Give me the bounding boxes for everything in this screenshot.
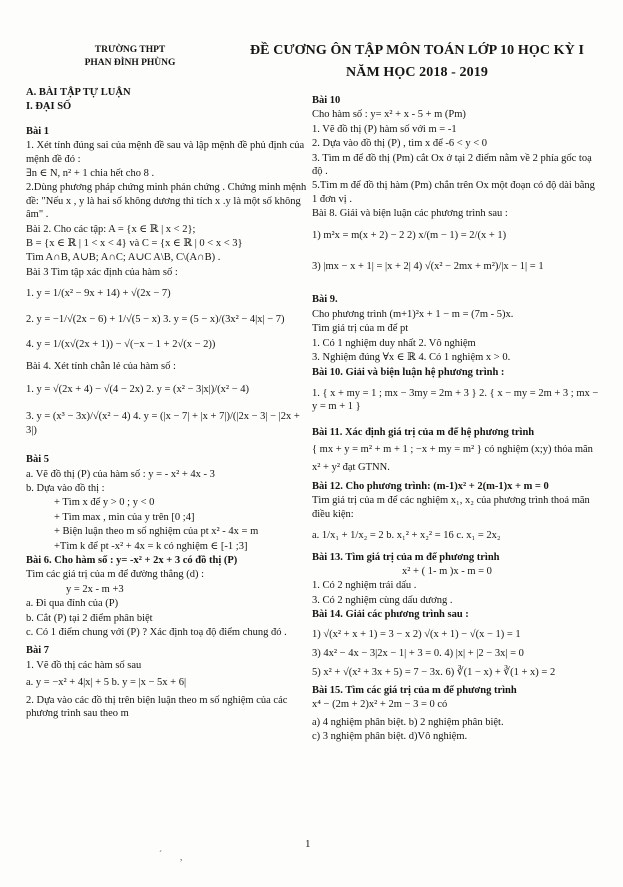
math-line: 3) 4x² − 4x − 3|2x − 1| + 3 = 0. 4) |x| + |2 − 3x| = 0 bbox=[312, 648, 524, 659]
exercise-heading: Bài 11. Xác định giá trị của m để hệ phương trình bbox=[312, 426, 535, 438]
page-number: 1 bbox=[305, 838, 311, 850]
section-heading: A. BÀI TẬP TỰ LUẬN bbox=[26, 87, 131, 98]
text-line: 2.Dùng phương pháp chứng minh phản chứng . Chứng minh mệnh đề: "Nếu x , y là hai số không dương thì tích x .y là một số không âm" . bbox=[26, 182, 307, 221]
school-name bbox=[55, 44, 205, 70]
text-line: 3. Nghiệm đúng ∀x ∈ ℝ 4. Có 1 nghiệm x > 0. bbox=[312, 352, 511, 364]
text-line: Bài 8. Giải và biện luận các phương trình sau : bbox=[312, 208, 508, 220]
text-line: Tìm giá trị của m để pt bbox=[312, 323, 409, 335]
math-line: a. y = −x² + 4|x| + 5 b. y = |x − 5x + 6| bbox=[26, 677, 187, 689]
scan-mark: , bbox=[180, 852, 183, 862]
text-line: + Biện luận theo m số nghiệm của pt x² - 4x = m bbox=[54, 526, 259, 538]
text-line: +Tìm k để pt -x² + 4x = k có nghiệm ∈ [-1 ;3] bbox=[54, 540, 248, 552]
exercise-heading: Bài 10 bbox=[312, 95, 341, 106]
text-line: Tìm A∩B, A∪B; A∩C; A∪C A\B, C\(A∩B) . bbox=[26, 252, 221, 264]
title-line-2: NĂM HỌC 2018 - 2019 bbox=[346, 65, 488, 80]
text-line: c. Có 1 điểm chung với (P) ? Xác định toạ độ điểm chung đó . bbox=[26, 627, 287, 638]
title-line-1: ĐỀ CƯƠNG ÔN TẬP MÔN TOÁN LỚP 10 HỌC KỲ I bbox=[249, 43, 585, 58]
math-line: 5) x² + √(x² + 3x + 5) = 7 − 3x. 6) ∛(1 − x) + ∛(1 + x) = 2 bbox=[312, 667, 556, 679]
math-line: 3. y = (x³ − 3x)/√(x² − 4) 4. y = (|x − 7| + |x + 7|)/(|2x − 3| − |2x + 3|) bbox=[26, 411, 300, 436]
exercise-heading: Bài 10. Giải và biện luận hệ phương trình : bbox=[312, 366, 505, 378]
math-line: x⁴ − (2m + 2)x² + 2m − 3 = 0 có bbox=[312, 699, 448, 711]
school-line-1: TRƯỜNG THPT bbox=[94, 45, 166, 55]
exercise-heading: Bài 5 bbox=[26, 454, 50, 466]
scan-mark: ´ bbox=[159, 849, 162, 859]
text-line: 2. Dựa vào các đồ thị trên biện luận theo m số nghiệm của các phương trình sau theo m bbox=[26, 694, 288, 720]
exercise-heading: Bài 12. Cho phương trình: (m-1)x² + 2(m-1)x + m = 0 bbox=[312, 480, 549, 492]
text-line: 1. Vẽ đồ thị (P) hàm số với m = -1 bbox=[312, 123, 457, 135]
text-line: Tìm các giá trị của m để đường thẳng (d) : bbox=[26, 569, 205, 581]
text-line: 1. Có 2 nghiệm trái dấu . bbox=[312, 580, 417, 592]
text-line: c) 3 nghiệm phân biệt. d)Vô nghiệm. bbox=[312, 731, 468, 743]
text-line: Tìm giá trị của m để các nghiệm x₁, x₂ của phương trình thoả mãn điều kiện: bbox=[312, 495, 590, 520]
text-line: a. Vẽ đồ thị (P) của hàm số : y = - x² + 4x - 3 bbox=[26, 468, 215, 480]
math-line: 1. y = √(2x + 4) − √(4 − 2x) 2. y = (x² − 3|x|)/(x² − 4) bbox=[26, 383, 249, 395]
text-line: Bài 3 Tìm tập xác định của hàm số : bbox=[26, 266, 178, 278]
math-line: y = 2x - m +3 bbox=[66, 583, 124, 595]
text-line: 1. Xét tính đúng sai của mệnh đề sau và lập mệnh đề phủ định của mệnh đề đó : bbox=[26, 140, 305, 165]
school-line-2: PHAN ĐÌNH PHÙNG bbox=[84, 58, 176, 68]
math-line: { mx + y = m² + m + 1 ; −x + my = m² } có nghiệm (x;y) thỏa mãn bbox=[312, 444, 593, 456]
text-line: x² + y² đạt GTNN. bbox=[312, 461, 390, 473]
text-line: 5.Tìm m để đồ thị hàm (Pm) chắn trên Ox một đoạn có độ dài bằng 1 đơn vị . bbox=[312, 180, 595, 205]
text-line: 2. Dựa vào đồ thị (P) , tìm x để -6 < y < 0 bbox=[312, 138, 488, 150]
text-line: Cho phương trình (m+1)²x + 1 − m = (7m - 5)x. bbox=[312, 308, 514, 320]
text-line: 1. Có 1 nghiệm duy nhất 2. Vô nghiệm bbox=[312, 337, 476, 349]
document-title bbox=[222, 40, 612, 84]
math-line: 4. y = 1/(x√(2x + 1)) − √(−x − 1 + 2√(x − 2)) bbox=[26, 339, 216, 351]
math-line: 1) √(x² + x + 1) = 3 − x 2) √(x + 1) − √(x − 1) = 1 bbox=[312, 628, 521, 640]
exercise-heading: Bài 7 bbox=[26, 645, 50, 657]
exercise-heading: Bài 13. Tìm giá trị của m để phương trình bbox=[312, 551, 500, 563]
exercise-heading: Bài 9. bbox=[312, 294, 338, 306]
text-line: a. Đi qua đỉnh của (P) bbox=[26, 598, 119, 610]
text-line: Cho hàm số : y= x² + x - 5 + m (Pm) bbox=[312, 109, 466, 121]
subsection-heading: I. ĐẠI SỐ bbox=[26, 101, 72, 113]
exercise-heading: Bài 14. Giải các phương trình sau : bbox=[312, 609, 469, 621]
math-line: 1. { x + my = 1 ; mx − 3my = 2m + 3 } 2. { x − my = 2m + 3 ; mx − y = m + 1 } bbox=[312, 387, 599, 413]
math-line: B = {x ∈ ℝ | 1 < x < 4} và C = {x ∈ ℝ | 0 < x < 3} bbox=[26, 238, 243, 250]
text-line: Bài 2. Cho các tập: A = {x ∈ ℝ | x < 2}; bbox=[26, 223, 196, 235]
text-line: 1. Vẽ đồ thị các hàm số sau bbox=[26, 659, 142, 671]
math-line: 1. y = 1/(x² − 9x + 14) + √(2x − 7) bbox=[26, 288, 171, 300]
text-line: 3. Có 2 nghiệm cùng dấu dương . bbox=[312, 594, 453, 606]
text-line: b. Dựa vào đồ thị : bbox=[26, 482, 105, 494]
exercise-heading: Bài 6. Cho hàm số : y= -x² + 2x + 3 có đồ thị (P) bbox=[26, 554, 238, 566]
right-column bbox=[312, 94, 602, 744]
math-line: 1) m²x = m(x + 2) − 2 2) x/(m − 1) = 2/(x + 1) bbox=[312, 229, 507, 241]
math-line: a. 1/x₁ + 1/x₂ = 2 b. x₁² + x₂² = 16 c. x₁ = 2x₂ bbox=[312, 530, 501, 542]
math-line: 3) |mx − x + 1| = |x + 2| 4) √(x² − 2mx + m²)/|x − 1| = 1 bbox=[312, 261, 544, 273]
left-column bbox=[26, 86, 308, 721]
text-line: 3. Tìm m để đồ thị (Pm) cắt Ox ở tại 2 điểm nằm về 2 phía gốc toạ độ . bbox=[312, 152, 592, 178]
exercise-heading: Bài 1 bbox=[26, 125, 50, 137]
text-line: a) 4 nghiệm phân biệt. b) 2 nghiệm phân biệt. bbox=[312, 716, 504, 728]
math-line: 2. y = −1/√(2x − 6) + 1/√(5 − x) 3. y = (5 − x)/(3x² − 4|x| − 7) bbox=[26, 313, 285, 325]
math-line: x² + ( 1- m )x - m = 0 bbox=[402, 565, 492, 577]
text-line: Bài 4. Xét tính chẵn lẻ của hàm số : bbox=[26, 360, 176, 372]
exercise-heading: Bài 15. Tìm các giá trị của m để phương trình bbox=[312, 684, 517, 696]
text-line: + Tìm max , min của y trên [0 ;4] bbox=[54, 511, 195, 523]
text-line: + Tìm x để y > 0 ; y < 0 bbox=[54, 497, 155, 509]
text-line: b. Cắt (P) tại 2 điểm phân biệt bbox=[26, 612, 153, 624]
math-line: ∃n ∈ N, n² + 1 chia hết cho 8 . bbox=[26, 168, 155, 180]
